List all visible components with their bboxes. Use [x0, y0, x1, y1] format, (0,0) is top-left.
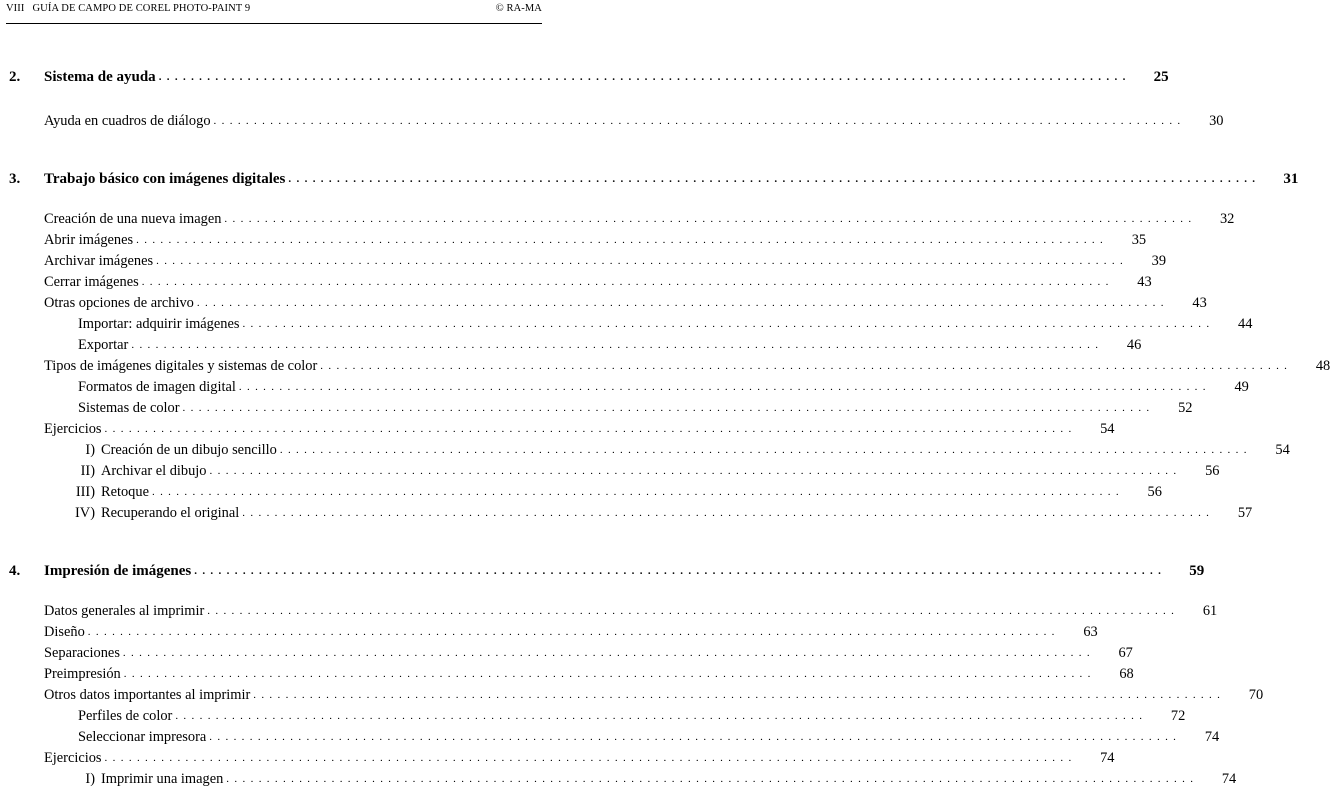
entry-title: Datos generales al imprimir — [44, 603, 205, 619]
toc-entry — [44, 481, 1162, 501]
dot-leader: . . . . . . . . . . . . . . . . . . . . . . . . . . . . . . . . . . . . . . . . . . . . . . . . . . . . . . . . . . . . . . . . . . . . . . . . . . . . . . . . . . . . . . . . . . . . . . . . . . . . . . . . . . . . . . . . . . . . . . . . — [242, 318, 1211, 330]
toc-entry — [44, 621, 1098, 641]
page-number: 48 — [1315, 358, 1330, 374]
dot-leader: . . . . . . . . . . . . . . . . . . . . . . . . . . . . . . . . . . . . . . . . . . . . . . . . . . . . . . . . . . . . . . . . . . . . . . . . . . . . . . . . . . . . . . . . . . . . . . . . . . . . . . . . . . . . . . . . . . . . . . . . — [158, 71, 1127, 83]
page-number: 68 — [1119, 666, 1134, 682]
page-number: 74 — [1204, 729, 1220, 745]
entry-title: Ejercicios — [44, 421, 102, 437]
entry-title — [44, 504, 242, 522]
chapter-number: 3. — [9, 171, 21, 187]
dot-leader: . . . . . . . . . . . . . . . . . . . . . . . . . . . . . . . . . . . . . . . . . . . . . . . . . . . . . . . . . . . . . . . . . . . . . . . . . . . . . . . . . . . . . . . . . . . . . . . . . . . . . . . . . . . . . . . . . . . . . . . . — [279, 444, 1248, 456]
page-number: 74 — [1100, 750, 1115, 766]
dot-leader: . . . . . . . . . . . . . . . . . . . . . . . . . . . . . . . . . . . . . . . . . . . . . . . . . . . . . . . . . . . . . . . . . . . . . . . . . . . . . . . . . . . . . . . . . . . . . . . . . . . . . . . . . . . . . . . . . . . . . . . . — [141, 276, 1110, 288]
entry-title — [44, 483, 152, 501]
entry-title: Perfiles de color — [78, 708, 173, 724]
chapter-entry — [9, 560, 1205, 580]
exercise-title: Creación de un dibujo sencillo — [101, 442, 277, 458]
chapter-number: 4. — [9, 563, 21, 579]
toc-entry — [44, 460, 1220, 480]
dot-leader: . . . . . . . . . . . . . . . . . . . . . . . . . . . . . . . . . . . . . . . . . . . . . . . . . . . . . . . . . . . . . . . . . . . . . . . . . . . . . . . . . . . . . . . . . . . . . . . . . . . . . . . . . . . . . . . . . . . . . . . . — [122, 647, 1091, 659]
page-number: 70 — [1248, 687, 1264, 703]
page-number: 63 — [1083, 624, 1098, 640]
page-number: 67 — [1118, 645, 1133, 661]
toc-entry — [44, 229, 1147, 249]
dot-leader: . . . . . . . . . . . . . . . . . . . . . . . . . . . . . . . . . . . . . . . . . . . . . . . . . . . . . . . . . . . . . . . . . . . . . . . . . . . . . . . . . . . . . . . . . . . . . . . . . . . . . . . . . . . . . . . . . . . . . . . . — [213, 115, 1182, 127]
page-number: 25 — [1153, 69, 1169, 85]
toc-entry — [44, 642, 1133, 662]
toc-entry — [44, 418, 1115, 438]
entry-title: Tipos de imágenes digitales y sistemas de color — [44, 358, 318, 374]
header-left — [6, 3, 250, 14]
entry-title: Creación de una nueva imagen — [44, 211, 222, 227]
toc-entry — [44, 600, 1218, 620]
exercise-label: I) — [85, 771, 95, 787]
dot-leader: . . . . . . . . . . . . . . . . . . . . . . . . . . . . . . . . . . . . . . . . . . . . . . . . . . . . . . . . . . . . . . . . . . . . . . . . . . . . . . . . . . . . . . . . . . . . . . . . . . . . . . . . . . . . . . . . . . . . . . . . — [207, 605, 1176, 617]
toc-entry — [44, 313, 1253, 333]
exercise-title: Recuperando el original — [101, 505, 240, 521]
page-number: 43 — [1192, 295, 1207, 311]
toc-entry — [44, 747, 1115, 767]
exercise-title: Retoque — [101, 484, 149, 500]
toc-entry — [44, 250, 1167, 270]
entry-title: Preimpresión — [44, 666, 121, 682]
dot-leader: . . . . . . . . . . . . . . . . . . . . . . . . . . . . . . . . . . . . . . . . . . . . . . . . . . . . . . . . . . . . . . . . . . . . . . . . . . . . . . . . . . . . . . . . . . . . . . . . . . . . . . . . . . . . . . . . . . . . . . . . — [175, 710, 1144, 722]
toc-entry — [44, 726, 1220, 746]
dot-leader: . . . . . . . . . . . . . . . . . . . . . . . . . . . . . . . . . . . . . . . . . . . . . . . . . . . . . . . . . . . . . . . . . . . . . . . . . . . . . . . . . . . . . . . . . . . . . . . . . . . . . . . . . . . . . . . . . . . . . . . . — [196, 297, 1165, 309]
page-number: 54 — [1100, 421, 1115, 437]
dot-leader: . . . . . . . . . . . . . . . . . . . . . . . . . . . . . . . . . . . . . . . . . . . . . . . . . . . . . . . . . . . . . . . . . . . . . . . . . . . . . . . . . . . . . . . . . . . . . . . . . . . . . . . . . . . . . . . . . . . . . . . . — [136, 234, 1105, 246]
page-number: 74 — [1221, 771, 1237, 787]
exercise-title: Archivar el dibujo — [101, 463, 207, 479]
toc-entry — [44, 502, 1253, 522]
dot-leader: . . . . . . . . . . . . . . . . . . . . . . . . . . . . . . . . . . . . . . . . . . . . . . . . . . . . . . . . . . . . . . . . . . . . . . . . . . . . . . . . . . . . . . . . . . . . . . . . . . . . . . . . . . . . . . . . . . . . . . . . — [209, 465, 1178, 477]
header-rule — [6, 23, 542, 24]
entry-title: Diseño — [44, 624, 85, 640]
entry-title: Cerrar imágenes — [44, 274, 139, 290]
toc-entry — [44, 208, 1235, 228]
page-number: 61 — [1202, 603, 1218, 619]
dot-leader: . . . . . . . . . . . . . . . . . . . . . . . . . . . . . . . . . . . . . . . . . . . . . . . . . . . . . . . . . . . . . . . . . . . . . . . . . . . . . . . . . . . . . . . . . . . . . . . . . . . . . . . . . . . . . . . . . . . . . . . . — [242, 507, 1211, 519]
toc-entry — [44, 271, 1152, 291]
entry-title: Separaciones — [44, 645, 120, 661]
page-number: 56 — [1147, 484, 1162, 500]
dot-leader: . . . . . . . . . . . . . . . . . . . . . . . . . . . . . . . . . . . . . . . . . . . . . . . . . . . . . . . . . . . . . . . . . . . . . . . . . . . . . . . . . . . . . . . . . . . . . . . . . . . . . . . . . . . . . . . . . . . . . . . . — [182, 402, 1151, 414]
page-number: 32 — [1219, 211, 1235, 227]
entry-title — [44, 462, 210, 480]
page-number: 31 — [1283, 171, 1299, 187]
dot-leader: . . . . . . . . . . . . . . . . . . . . . . . . . . . . . . . . . . . . . . . . . . . . . . . . . . . . . . . . . . . . . . . . . . . . . . . . . . . . . . . . . . . . . . . . . . . . . . . . . . . . . . . . . . . . . . . . . . . . . . . . — [224, 213, 1193, 225]
entry-title — [44, 770, 226, 788]
dot-leader: . . . . . . . . . . . . . . . . . . . . . . . . . . . . . . . . . . . . . . . . . . . . . . . . . . . . . . . . . . . . . . . . . . . . . . . . . . . . . . . . . . . . . . . . . . . . . . . . . . . . . . . . . . . . . . . . . . . . . . . . — [209, 731, 1178, 743]
dot-leader: . . . . . . . . . . . . . . . . . . . . . . . . . . . . . . . . . . . . . . . . . . . . . . . . . . . . . . . . . . . . . . . . . . . . . . . . . . . . . . . . . . . . . . . . . . . . . . . . . . . . . . . . . . . . . . . . . . . . . . . . — [320, 360, 1289, 372]
dot-leader: . . . . . . . . . . . . . . . . . . . . . . . . . . . . . . . . . . . . . . . . . . . . . . . . . . . . . . . . . . . . . . . . . . . . . . . . . . . . . . . . . . . . . . . . . . . . . . . . . . . . . . . . . . . . . . . . . . . . . . . . — [253, 689, 1222, 701]
dot-leader: . . . . . . . . . . . . . . . . . . . . . . . . . . . . . . . . . . . . . . . . . . . . . . . . . . . . . . . . . . . . . . . . . . . . . . . . . . . . . . . . . . . . . . . . . . . . . . . . . . . . . . . . . . . . . . . . . . . . . . . . — [131, 339, 1100, 351]
dot-leader: . . . . . . . . . . . . . . . . . . . . . . . . . . . . . . . . . . . . . . . . . . . . . . . . . . . . . . . . . . . . . . . . . . . . . . . . . . . . . . . . . . . . . . . . . . . . . . . . . . . . . . . . . . . . . . . . . . . . . . . . — [288, 173, 1257, 185]
page-number: 72 — [1170, 708, 1186, 724]
entry-title: Trabajo básico con imágenes digitales — [44, 171, 286, 187]
toc-entry — [44, 663, 1134, 683]
toc-entry — [44, 397, 1193, 417]
entry-title: Sistemas de color — [78, 400, 180, 416]
toc-entry — [44, 705, 1186, 725]
page-number: 46 — [1126, 337, 1142, 353]
dot-leader: . . . . . . . . . . . . . . . . . . . . . . . . . . . . . . . . . . . . . . . . . . . . . . . . . . . . . . . . . . . . . . . . . . . . . . . . . . . . . . . . . . . . . . . . . . . . . . . . . . . . . . . . . . . . . . . . . . . . . . . . — [156, 255, 1125, 267]
entry-title: Sistema de ayuda — [44, 69, 156, 85]
page-number: 39 — [1151, 253, 1167, 269]
toc-entry — [44, 768, 1237, 788]
page-number: 52 — [1178, 400, 1193, 416]
page-number: 54 — [1275, 442, 1290, 458]
page-number: 30 — [1209, 113, 1224, 129]
page-number: 49 — [1234, 379, 1249, 395]
toc-entry — [44, 355, 1330, 375]
dot-leader: . . . . . . . . . . . . . . . . . . . . . . . . . . . . . . . . . . . . . . . . . . . . . . . . . . . . . . . . . . . . . . . . . . . . . . . . . . . . . . . . . . . . . . . . . . . . . . . . . . . . . . . . . . . . . . . . . . . . . . . . — [226, 773, 1195, 785]
dot-leader: . . . . . . . . . . . . . . . . . . . . . . . . . . . . . . . . . . . . . . . . . . . . . . . . . . . . . . . . . . . . . . . . . . . . . . . . . . . . . . . . . . . . . . . . . . . . . . . . . . . . . . . . . . . . . . . . . . . . . . . . — [151, 486, 1120, 498]
exercise-title: Imprimir una imagen — [101, 771, 224, 787]
exercise-label: II) — [80, 463, 95, 479]
entry-title: Ejercicios — [44, 750, 102, 766]
entry-title: Ayuda en cuadros de diálogo — [44, 113, 211, 129]
page-number: 57 — [1237, 505, 1253, 521]
page-number: 43 — [1137, 274, 1152, 290]
toc-entry — [44, 292, 1207, 312]
entry-title: Archivar imágenes — [44, 253, 154, 269]
dot-leader: . . . . . . . . . . . . . . . . . . . . . . . . . . . . . . . . . . . . . . . . . . . . . . . . . . . . . . . . . . . . . . . . . . . . . . . . . . . . . . . . . . . . . . . . . . . . . . . . . . . . . . . . . . . . . . . . . . . . . . . . — [104, 423, 1073, 435]
chapter-entry — [9, 66, 1169, 86]
toc-entry — [44, 684, 1264, 704]
entry-title: Importar: adquirir imágenes — [78, 316, 240, 332]
dot-leader: . . . . . . . . . . . . . . . . . . . . . . . . . . . . . . . . . . . . . . . . . . . . . . . . . . . . . . . . . . . . . . . . . . . . . . . . . . . . . . . . . . . . . . . . . . . . . . . . . . . . . . . . . . . . . . . . . . . . . . . . — [104, 752, 1073, 764]
page-number: 59 — [1189, 563, 1205, 579]
chapter-entry — [9, 168, 1299, 188]
entry-title: Otros datos importantes al imprimir — [44, 687, 251, 703]
toc-entry — [44, 110, 1224, 130]
entry-title: Seleccionar impresora — [78, 729, 207, 745]
entry-title: Formatos de imagen digital — [78, 379, 236, 395]
page-number: 44 — [1238, 316, 1253, 332]
toc-entry — [44, 376, 1249, 396]
page-number: 56 — [1205, 463, 1220, 479]
entry-title — [44, 441, 280, 459]
chapter-number: 2. — [9, 69, 21, 85]
entry-title: Otras opciones de archivo — [44, 295, 194, 311]
exercise-label: I) — [85, 442, 95, 458]
entry-title: Abrir imágenes — [44, 232, 134, 248]
toc-entry — [44, 439, 1290, 459]
dot-leader: . . . . . . . . . . . . . . . . . . . . . . . . . . . . . . . . . . . . . . . . . . . . . . . . . . . . . . . . . . . . . . . . . . . . . . . . . . . . . . . . . . . . . . . . . . . . . . . . . . . . . . . . . . . . . . . . . . . . . . . . — [87, 626, 1056, 638]
header-book-title: GUÍA DE CAMPO DE COREL PHOTO-PAINT 9 — [32, 3, 251, 14]
dot-leader: . . . . . . . . . . . . . . . . . . . . . . . . . . . . . . . . . . . . . . . . . . . . . . . . . . . . . . . . . . . . . . . . . . . . . . . . . . . . . . . . . . . . . . . . . . . . . . . . . . . . . . . . . . . . . . . . . . . . . . . . — [194, 565, 1163, 577]
page-number: 35 — [1131, 232, 1147, 248]
dot-leader: . . . . . . . . . . . . . . . . . . . . . . . . . . . . . . . . . . . . . . . . . . . . . . . . . . . . . . . . . . . . . . . . . . . . . . . . . . . . . . . . . . . . . . . . . . . . . . . . . . . . . . . . . . . . . . . . . . . . . . . . — [238, 381, 1207, 393]
toc-entry — [44, 334, 1142, 354]
exercise-label: III) — [75, 484, 95, 500]
entry-title: Impresión de imágenes — [44, 563, 192, 579]
exercise-label: IV) — [75, 505, 95, 521]
dot-leader: . . . . . . . . . . . . . . . . . . . . . . . . . . . . . . . . . . . . . . . . . . . . . . . . . . . . . . . . . . . . . . . . . . . . . . . . . . . . . . . . . . . . . . . . . . . . . . . . . . . . . . . . . . . . . . . . . . . . . . . . — [123, 668, 1092, 680]
header-page-number: VIII — [6, 3, 25, 14]
header-publisher: © RA-MA — [495, 3, 542, 14]
entry-title: Exportar — [78, 337, 129, 353]
